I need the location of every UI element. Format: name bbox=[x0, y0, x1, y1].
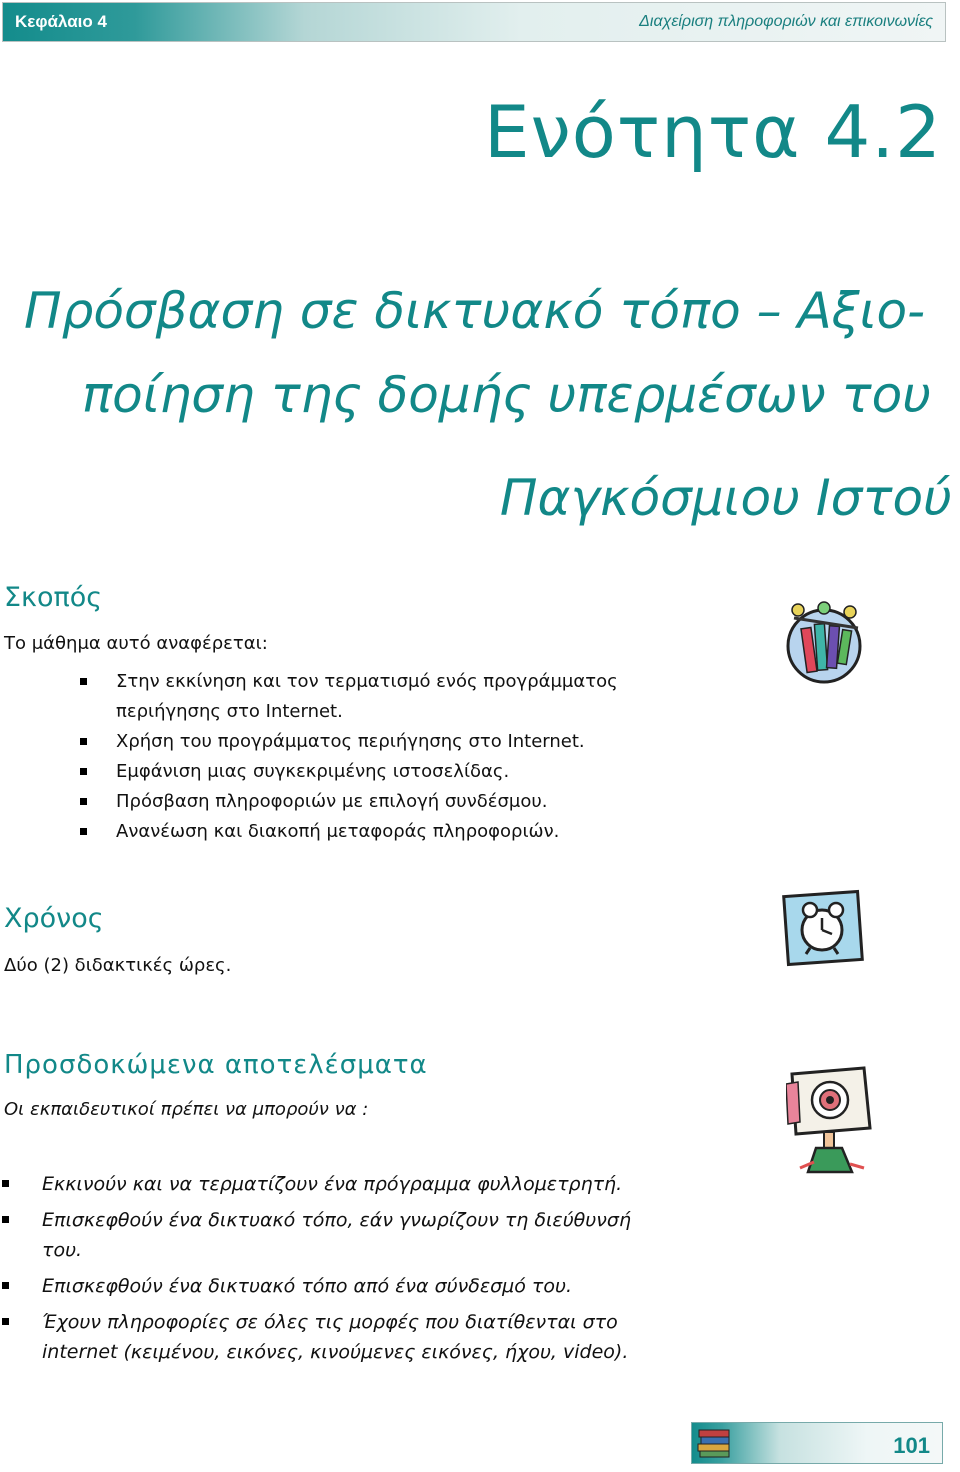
section-number: Ενότητα 4.2 bbox=[484, 90, 942, 174]
flags-clipart-icon bbox=[780, 598, 872, 690]
purpose-item bbox=[76, 727, 676, 757]
outcomes-heading: Προσδοκώμενα αποτελέσματα bbox=[4, 1050, 428, 1080]
outcomes-intro: Οι εκπαιδευτικοί πρέπει να μπορούν να : bbox=[4, 1099, 369, 1120]
bullet-square-icon bbox=[80, 768, 87, 775]
outcome-item-text-cont: internet (κειμένου, εικόνες, κινούμενες εικόνες, ήχου, video). bbox=[42, 1341, 629, 1363]
outcome-item bbox=[0, 1169, 640, 1199]
outcome-item bbox=[0, 1271, 640, 1301]
outcome-item-text-cont: του. bbox=[42, 1239, 83, 1261]
purpose-heading: Σκοπός bbox=[4, 582, 103, 613]
page-number: 101 bbox=[893, 1433, 930, 1458]
outcome-item-text: Έχουν πληροφορίες σε όλες τις μορφές που διατίθενται στο bbox=[42, 1311, 618, 1333]
purpose-item-text: Εμφάνιση μιας συγκεκριμένης ιστοσελίδας. bbox=[116, 761, 510, 782]
time-text: Δύο (2) διδακτικές ώρες. bbox=[4, 955, 232, 976]
lesson-title-line-2: ποίηση της δομής υπερμέσων του bbox=[82, 366, 932, 424]
outcome-item-text: Εκκινούν και να τερματίζουν ένα πρόγραμμα φυλλομετρητή. bbox=[42, 1173, 623, 1195]
bullet-square-icon bbox=[80, 738, 87, 745]
purpose-item-text: Ανανέωση και διακοπή μεταφοράς πληροφοριών. bbox=[116, 821, 560, 842]
page-footer-box bbox=[691, 1422, 943, 1464]
lesson-title-line-3: Παγκόσμιου Ιστού bbox=[499, 469, 952, 527]
bullet-square-icon bbox=[80, 678, 87, 685]
target-sign-clipart-icon bbox=[786, 1064, 876, 1174]
outcome-item bbox=[0, 1307, 640, 1367]
bullet-square-icon bbox=[80, 828, 87, 835]
outcome-item-text: Επισκεφθούν ένα δικτυακό τόπο, εάν γνωρίζουν τη διεύθυνσή bbox=[42, 1209, 631, 1231]
purpose-item-text: Στην εκκίνηση και τον τερματισμό ενός προγράμματος bbox=[116, 671, 618, 692]
chapter-subject: Διαχείριση πληροφοριών και επικοινωνίες bbox=[639, 13, 933, 30]
alarm-clock-clipart-icon bbox=[782, 888, 864, 968]
purpose-item-text: Πρόσβαση πληροφοριών με επιλογή συνδέσμου. bbox=[116, 791, 548, 812]
outcomes-list bbox=[0, 1169, 640, 1373]
purpose-item-text: Χρήση του προγράμματος περιήγησης στο Internet. bbox=[116, 731, 585, 752]
purpose-item bbox=[76, 787, 676, 817]
chapter-header-bar bbox=[2, 2, 946, 42]
purpose-intro: Το μάθημα αυτό αναφέρεται: bbox=[4, 633, 268, 654]
purpose-list bbox=[76, 667, 676, 847]
bullet-square-icon bbox=[2, 1180, 9, 1187]
purpose-item bbox=[76, 757, 676, 787]
time-heading: Χρόνος bbox=[4, 903, 104, 934]
outcome-item-text: Επισκεφθούν ένα δικτυακό τόπο από ένα σύνδεσμό του. bbox=[42, 1275, 573, 1297]
purpose-item bbox=[76, 817, 676, 847]
bullet-square-icon bbox=[2, 1216, 9, 1223]
purpose-item bbox=[76, 667, 676, 727]
books-icon bbox=[696, 1426, 734, 1460]
bullet-square-icon bbox=[2, 1318, 9, 1325]
outcome-item bbox=[0, 1205, 640, 1265]
bullet-square-icon bbox=[2, 1282, 9, 1289]
chapter-label: Κεφάλαιο 4 bbox=[15, 12, 107, 31]
purpose-item-text-cont: περιήγησης στο Internet. bbox=[116, 701, 343, 722]
bullet-square-icon bbox=[80, 798, 87, 805]
lesson-title-line-1: Πρόσβαση σε δικτυακό τόπο – Αξιο- bbox=[24, 282, 926, 340]
